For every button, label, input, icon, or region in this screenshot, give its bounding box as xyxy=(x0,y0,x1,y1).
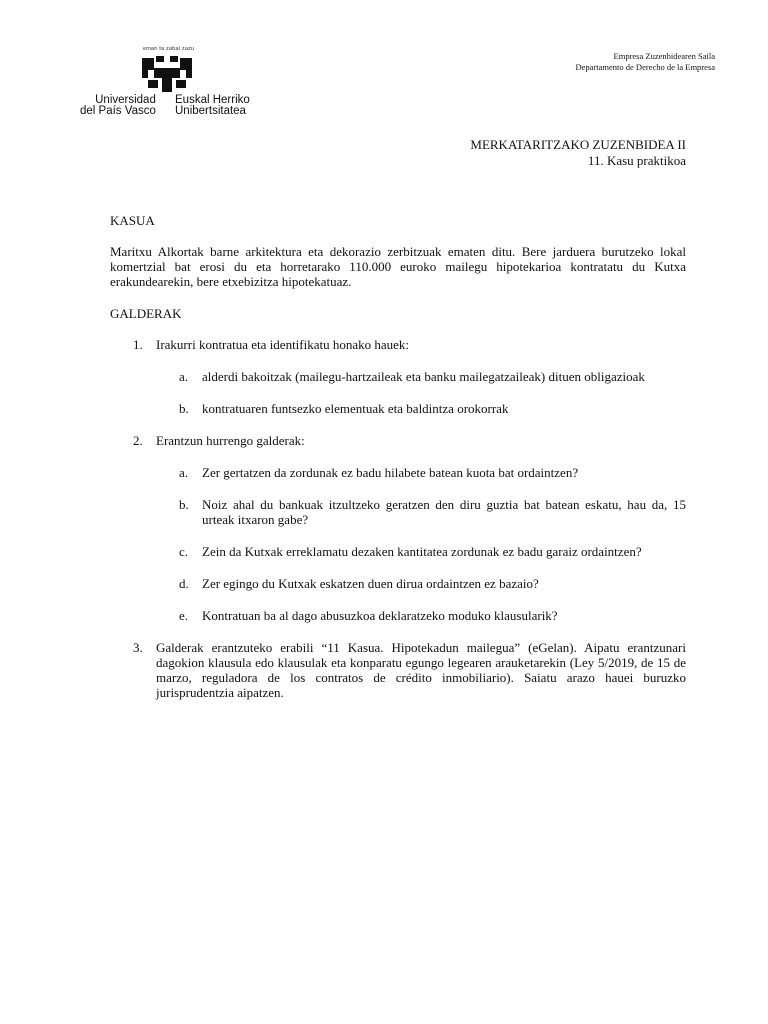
questions-list xyxy=(110,337,686,700)
sub-question-text: Zer egingo du Kutxak eskatzen duen dirua ordaintzen ez bazaio? xyxy=(202,576,539,591)
sub-question-letter: c. xyxy=(179,544,189,559)
logo-name-basque xyxy=(175,95,250,116)
university-logo xyxy=(78,44,258,118)
sub-question-text: Noiz ahal du bankuak itzultzeko geratzen den diru guztia bat batean eskatu, hau da, 15 urteak itxaron gabe? xyxy=(202,497,686,527)
logo-name-es-line2: del País Vasco xyxy=(80,104,156,117)
document-title xyxy=(470,137,686,169)
case-number: 11. Kasu praktikoa xyxy=(587,153,686,168)
sub-question-text: Zer gertatzen da zordunak ez badu hilabete batean kuota bat ordaintzen? xyxy=(202,465,579,480)
department-header xyxy=(576,51,715,73)
course-title: MERKATARITZAKO ZUZENBIDEA II xyxy=(470,137,686,152)
question-number: 3. xyxy=(133,640,143,655)
questions-section xyxy=(110,306,686,700)
sub-question-letter: b. xyxy=(179,401,189,416)
sub-question-list xyxy=(156,465,686,623)
sub-question-letter: d. xyxy=(179,576,189,591)
document-body xyxy=(110,213,686,717)
questions-heading: GALDERAK xyxy=(110,306,182,321)
sub-question-text: Zein da Kutxak erreklamatu dezaken kantitatea zordunak ez badu garaiz ordaintzen? xyxy=(202,544,642,559)
logo-name-eu-line2: Unibertsitatea xyxy=(175,104,246,117)
question-text: Irakurri kontratua eta identifikatu honako hauek: xyxy=(156,337,410,352)
question-item xyxy=(110,433,686,623)
sub-question-list xyxy=(156,369,686,416)
question-text: Erantzun hurrengo galderak: xyxy=(156,433,305,448)
sub-question-item xyxy=(156,576,686,591)
question-text: Galderak erantzuteko erabili “11 Kasua. Hipotekadun mailegua” (eGelan). Aipatu erantzunari dagokion klausula edo klausulak eta konparatu egungo legearen arauketarekin (Ley 5/2019, de 15 de marzo, reguladora de los contratos de crédito inmobiliario). Saiatu arazo hauei buruzko jurisprudentzia aipatzen. xyxy=(156,640,686,700)
sub-question-text: Kontratuan ba al dago abusuzkoa deklaratzeko moduko klausularik? xyxy=(202,608,558,623)
logo-name-spanish xyxy=(80,95,156,116)
university-emblem-icon xyxy=(138,54,196,94)
sub-question-item xyxy=(156,369,686,384)
department-name-basque: Empresa Zuzenbidearen Saila xyxy=(613,51,715,61)
sub-question-item xyxy=(156,401,686,416)
logo-name-eu-line1: Euskal Herriko xyxy=(175,94,250,106)
department-name-spanish: Departamento de Derecho de la Empresa xyxy=(575,62,715,72)
sub-question-item xyxy=(156,497,686,527)
sub-question-text: alderdi bakoitzak (mailegu-hartzaileak eta banku mailegatzaileak) dituen obligazioak xyxy=(202,369,645,384)
sub-question-letter: a. xyxy=(179,369,189,384)
sub-question-item xyxy=(156,544,686,559)
sub-question-letter: a. xyxy=(179,465,189,480)
question-number: 2. xyxy=(133,433,143,448)
question-number: 1. xyxy=(133,337,143,352)
case-description: Maritxu Alkortak barne arkitektura eta dekorazio zerbitzuak ematen ditu. Bere jarduera burutzeko lokal komertzial bat erosi du eta horretarako 110.000 euroko mailegu hipotekarioa kontratatu du Kutxa erakundearekin, bere etxebizitza hipotekatuaz. xyxy=(110,244,686,289)
logo-motto: eman ta zabal zazu xyxy=(143,46,195,52)
question-item xyxy=(110,337,686,416)
logo-name-es-line1: Universidad xyxy=(95,94,156,106)
question-item xyxy=(110,640,686,700)
sub-question-text: kontratuaren funtsezko elementuak eta baldintza orokorrak xyxy=(202,401,509,416)
sub-question-item xyxy=(156,465,686,480)
case-heading: KASUA xyxy=(110,213,155,228)
sub-question-letter: e. xyxy=(179,608,189,623)
sub-question-letter: b. xyxy=(179,497,189,512)
sub-question-item xyxy=(156,608,686,623)
